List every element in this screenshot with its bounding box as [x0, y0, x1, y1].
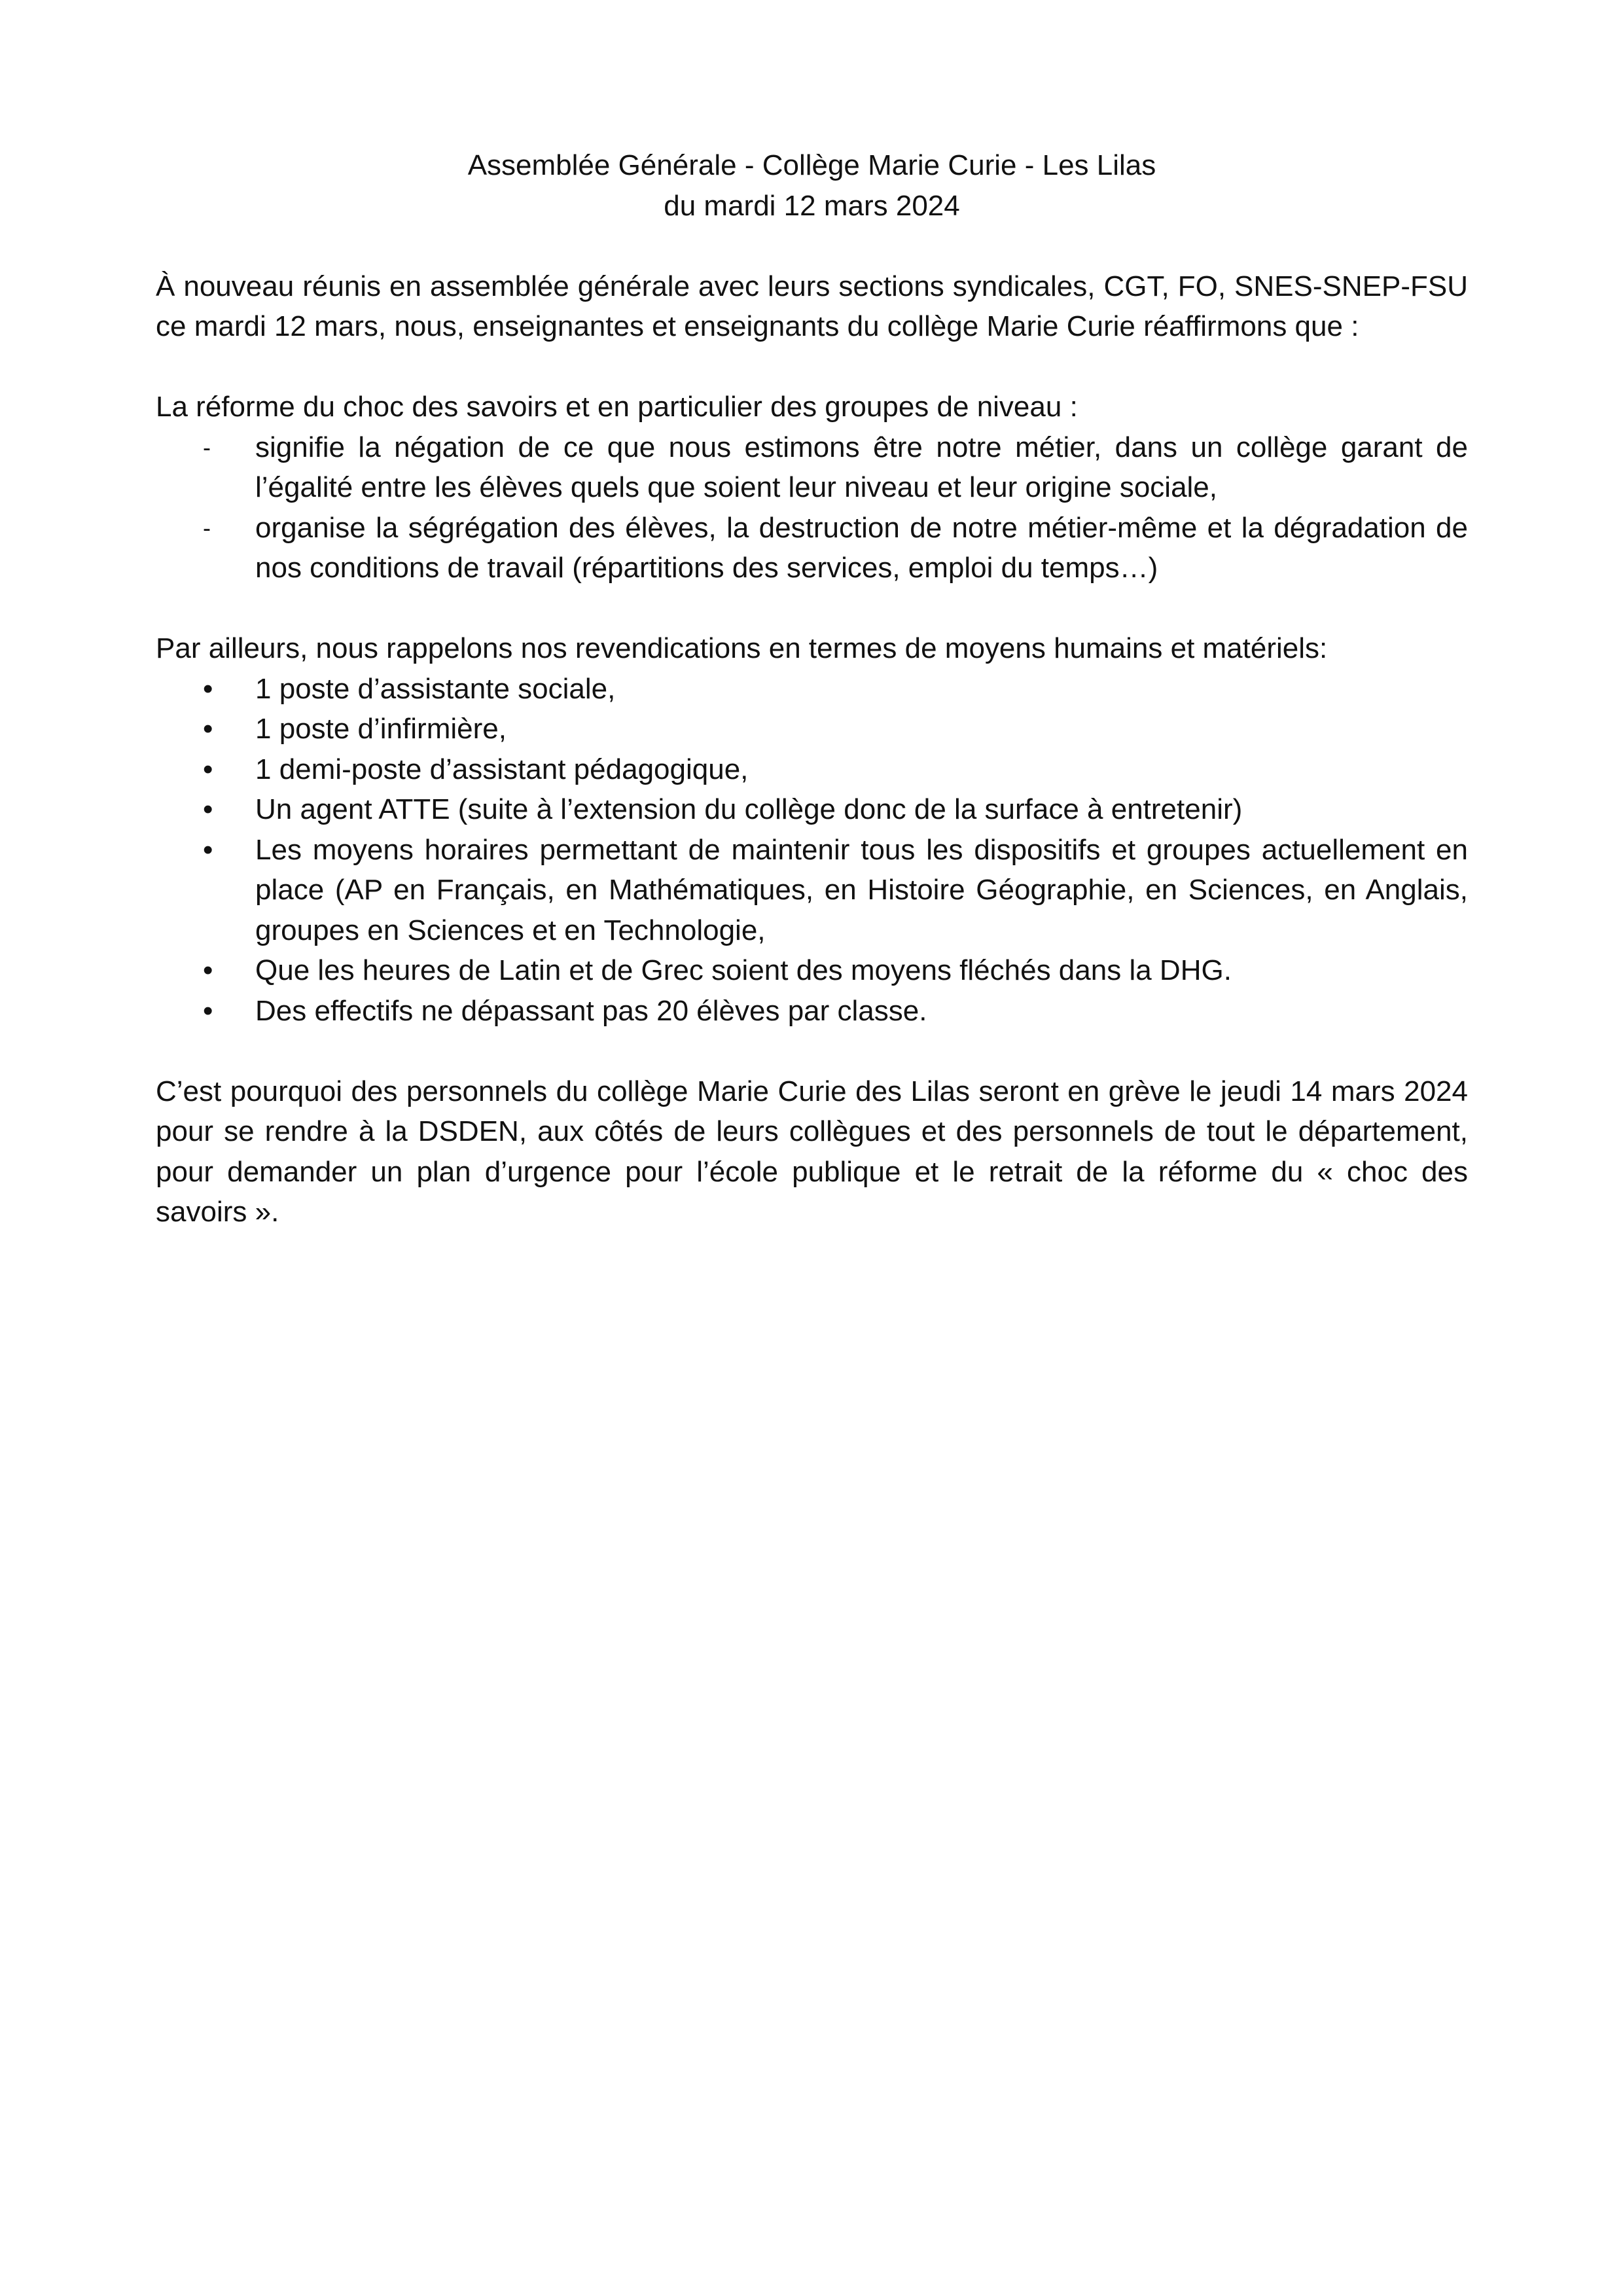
list-item-text: 1 poste d’infirmière, — [255, 713, 507, 745]
bullet-marker: • — [203, 954, 213, 986]
list-item-text: Que les heures de Latin et de Grec soient des moyens fléchés dans la DHG. — [255, 954, 1232, 986]
intro-paragraph: À nouveau réunis en assemblée générale avec leurs sections syndicales, CGT, FO, SNES-SNEP-FSU ce mardi 12 mars, nous, enseignantes et enseignants du collège Marie Curie réaffirmons que : — [156, 270, 1468, 342]
list-item — [156, 789, 1468, 830]
bullet-marker: • — [203, 833, 213, 866]
spacer — [156, 1031, 1468, 1071]
list-item — [156, 991, 1468, 1031]
bullet-marker: • — [203, 994, 213, 1027]
list-item-text: Les moyens horaires permettant de maintenir tous les dispositifs et groupes actuellement en place (AP en Français, en Mathématiques, en Histoire Géographie, en Sciences, en Anglais, groupes en Sciences et en Technologie, — [255, 833, 1468, 946]
list-item-text: Un agent ATTE (suite à l’extension du collège donc de la surface à entretenir) — [255, 793, 1243, 825]
list-item-text: Des effectifs ne dépassant pas 20 élèves par classe. — [255, 994, 927, 1027]
spacer — [156, 588, 1468, 629]
list-item — [156, 950, 1468, 991]
document-title — [156, 145, 1468, 226]
spacer — [156, 226, 1468, 266]
list-item — [156, 669, 1468, 709]
document-body — [156, 145, 1468, 1232]
bullet-marker: • — [203, 753, 213, 785]
list-item — [156, 709, 1468, 749]
spacer — [156, 347, 1468, 387]
list-item — [156, 427, 1468, 508]
conclusion-paragraph: C’est pourquoi des personnels du collège Marie Curie des Lilas seront en grève le jeudi 14 mars 2024 pour se rendre à la DSDEN, aux côtés de leurs collègues et des personnels de tout le département, pour demander un plan d’urgence pour l’école publique et le retrait de la réforme du « choc des savoirs ». — [156, 1075, 1468, 1228]
list-item-text: organise la ségrégation des élèves, la destruction de notre métier-même et la dégradation de nos conditions de travail (répartitions des services, emploi du temps…) — [255, 511, 1468, 584]
list-item — [156, 749, 1468, 790]
demands-list — [156, 669, 1468, 1031]
reform-lead: La réforme du choc des savoirs et en particulier des groupes de niveau : — [156, 391, 1078, 423]
list-item-text: signifie la négation de ce que nous estimons être notre métier, dans un collège garant de l’égalité entre les élèves quels que soient leur niveau et leur origine sociale, — [255, 431, 1468, 503]
title-line-2: du mardi 12 mars 2024 — [664, 189, 960, 222]
list-item — [156, 508, 1468, 588]
dash-marker: - — [203, 514, 211, 541]
title-line-1: Assemblée Générale - Collège Marie Curie - Les Lilas — [467, 149, 1156, 181]
demands-lead: Par ailleurs, nous rappelons nos revendications en termes de moyens humains et matériels: — [156, 632, 1328, 664]
reform-list — [156, 427, 1468, 588]
list-item-text: 1 poste d’assistante sociale, — [255, 672, 616, 705]
list-item — [156, 830, 1468, 951]
dash-marker: - — [203, 433, 211, 461]
bullet-marker: • — [203, 672, 213, 705]
list-item-text: 1 demi-poste d’assistant pédagogique, — [255, 753, 749, 785]
bullet-marker: • — [203, 793, 213, 825]
bullet-marker: • — [203, 713, 213, 745]
